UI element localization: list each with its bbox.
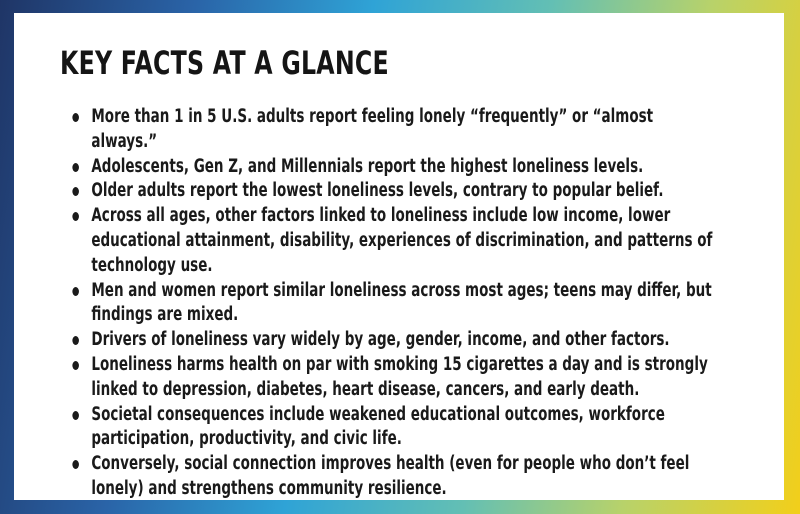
list-item [68, 155, 718, 180]
key-facts-list [68, 105, 718, 502]
bullet-icon [72, 411, 79, 420]
bullet-icon [72, 361, 79, 370]
bullet-icon [72, 113, 79, 122]
fact-text: Across all ages, other factors linked to loneliness include low income, lower educational attainment, disability, experiences of discrimination, and patterns of technology use. [91, 205, 713, 276]
bullet-icon [72, 187, 79, 196]
list-item [68, 179, 718, 204]
bullet-icon [72, 460, 79, 469]
list-item [68, 279, 718, 329]
list-item [68, 204, 718, 278]
fact-text: Loneliness harms health on par with smoking 15 cigarettes a day and is strongly linked to depression, diabetes, heart disease, cancers, and early death. [91, 353, 708, 400]
bullet-icon [72, 287, 79, 296]
bullet-icon [72, 163, 79, 172]
page-title: KEY FACTS AT A GLANCE [60, 44, 389, 82]
fact-text: Drivers of loneliness vary widely by age, gender, income, and other factors. [91, 329, 670, 351]
bullet-icon [72, 336, 79, 345]
list-item [68, 105, 718, 155]
list-item [68, 353, 718, 403]
fact-text: Adolescents, Gen Z, and Millennials report the highest loneliness levels. [91, 155, 644, 177]
list-item [68, 328, 718, 353]
fact-text: Societal consequences include weakened educational outcomes, workforce participation, productivity, and civic life. [91, 403, 665, 450]
fact-text: Conversely, social connection improves health (even for people who don’t feel lonely) and strengthens community resilience. [91, 453, 690, 499]
list-item [68, 403, 718, 453]
fact-text: More than 1 in 5 U.S. adults report feeling lonely “frequently” or “almost always.” [91, 106, 654, 152]
list-item [68, 452, 718, 502]
bullet-icon [72, 212, 79, 221]
fact-text: Men and women report similar loneliness across most ages; teens may differ, but findings are mixed. [91, 279, 712, 326]
fact-text: Older adults report the lowest loneliness levels, contrary to popular belief. [91, 180, 664, 202]
